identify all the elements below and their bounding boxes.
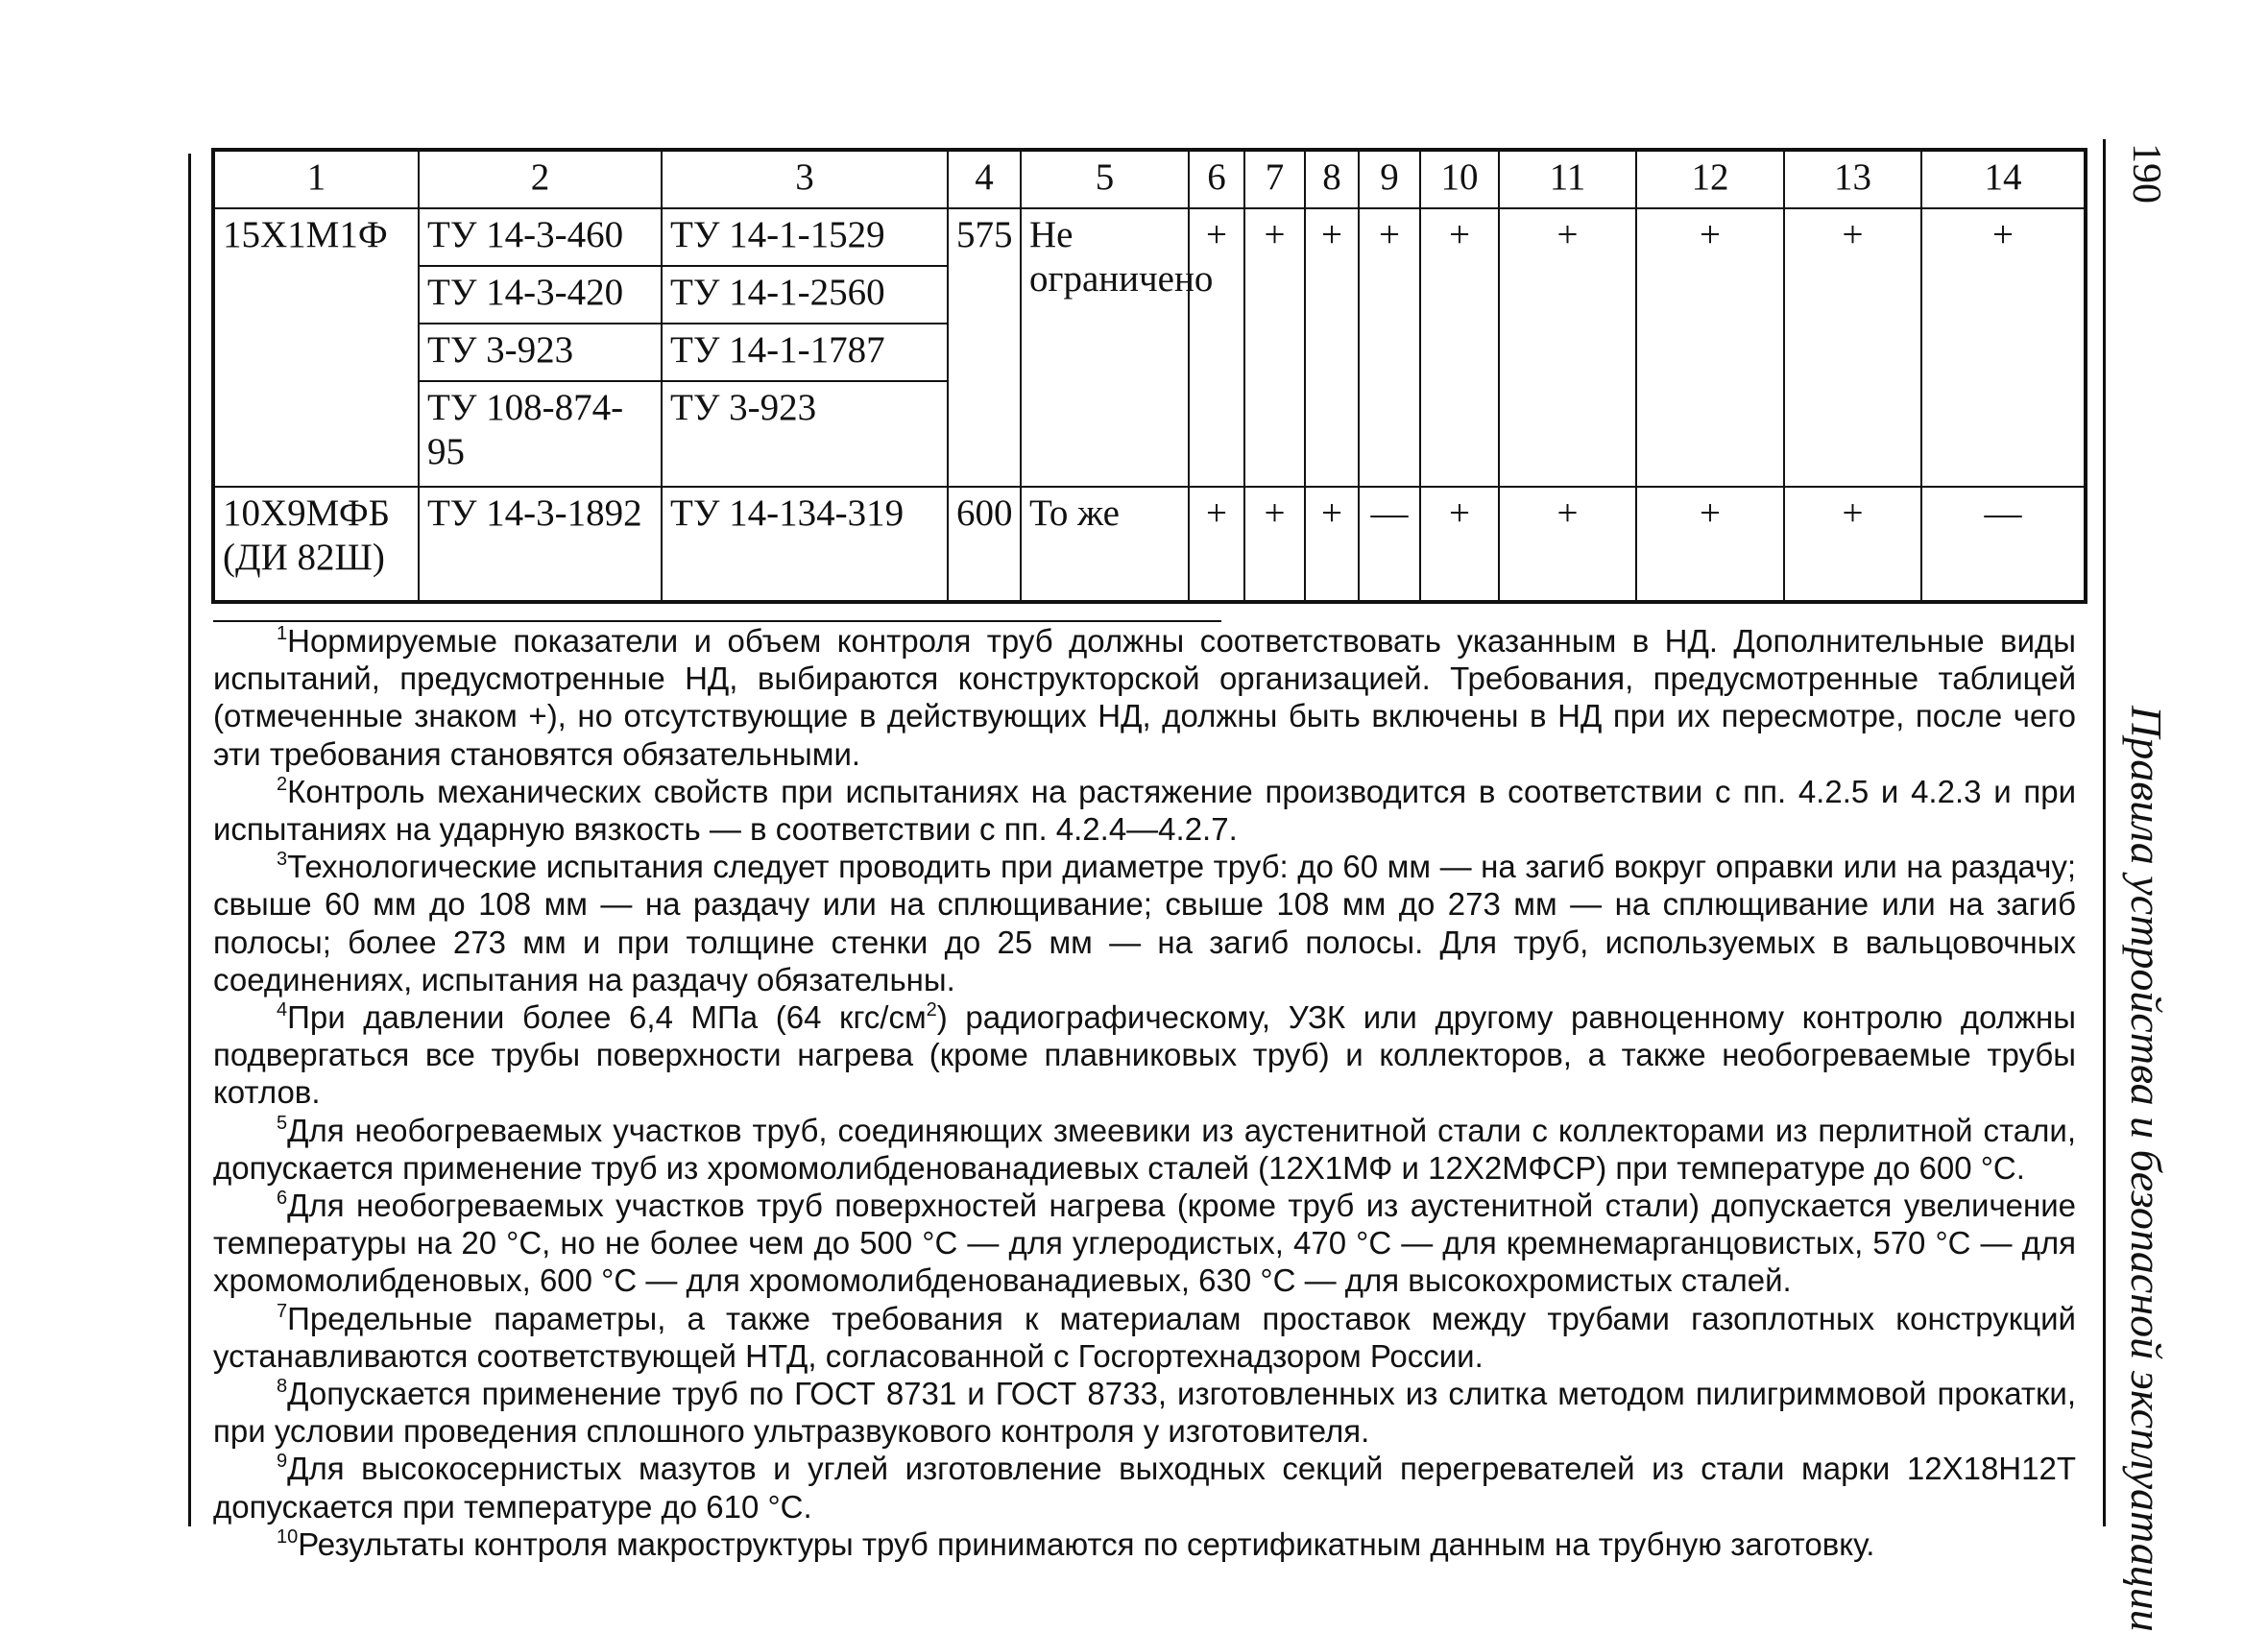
header-cell: 11 [1499, 150, 1636, 208]
check-cell: + [1244, 208, 1305, 487]
footnote-text: Контроль механических свойств при испытаниях на растяжение производится в соответствии с пп. 4.2.5 и 4.2.3 и при испытаниях на ударную вязкость — в соответствии с пп. 4.2.4—4.2.7. [213, 773, 2076, 848]
billet-spec-cell: ТУ 14-1-2560 [662, 266, 948, 324]
header-cell: 6 [1189, 150, 1244, 208]
footnote-marker: 8 [277, 1376, 288, 1398]
footnote-text: Для высокосернистых мазутов и углей изготовление выходных секций перегревателей из стали марки 12Х18Н12Т допускается при температуре до 610 °С. [213, 1451, 2076, 1525]
footnote-4 [213, 998, 2076, 1112]
running-title: Правила устройства и безопасной эксплуатации [2122, 706, 2171, 1632]
left-margin-rule [188, 154, 191, 1526]
check-cell: + [1420, 208, 1499, 487]
footnote-marker: 10 [277, 1525, 299, 1548]
footnote-marker: 2 [277, 773, 288, 795]
table-header-row [213, 150, 2086, 208]
footnote-text: Предельные параметры, а также требования к материалам проставок между трубами газоплотных конструкций устанавливаются соответствующей НТД, согласованной с Госгортехнадзором России. [213, 1300, 2076, 1374]
check-cell: + [1420, 487, 1499, 602]
footnote-3 [213, 848, 2076, 998]
header-cell: 1 [213, 150, 419, 208]
temperature-cell: 575 [948, 208, 1021, 487]
header-cell: 12 [1636, 150, 1784, 208]
check-cell: + [1189, 487, 1244, 602]
footnote-10 [213, 1525, 2076, 1563]
header-cell: 14 [1921, 150, 2086, 208]
page-number: 190 [2124, 142, 2168, 204]
footnote-text: Технологические испытания следует проводить при диаметре труб: до 60 мм — на загиб вокруг оправки или на раздачу; свыше 60 мм до 108 мм — на раздачу или на сплющивание; свыше 108 мм до 273 мм — на сплющивание или на загиб полосы; более 273 мм и при толщине стенки до 25 мм — на загиб полосы. Для труб, используемых в вальцовочных соединениях, испытания на раздачу обязательны. [213, 849, 2076, 997]
check-cell: + [1244, 487, 1305, 602]
pipe-spec-cell: ТУ 14-3-460 [419, 208, 662, 266]
check-cell: + [1636, 487, 1784, 602]
pipe-spec-cell: ТУ 14-3-1892 [419, 487, 662, 602]
check-cell: + [1921, 208, 2086, 487]
footnote-marker: 1 [277, 623, 288, 644]
header-cell: 3 [662, 150, 948, 208]
check-cell: + [1359, 208, 1420, 487]
check-cell: + [1189, 208, 1244, 487]
check-cell: + [1499, 487, 1636, 602]
superscript: 2 [926, 999, 937, 1021]
right-margin-rule [2103, 139, 2106, 1526]
pipe-spec-cell: ТУ 3-923 [419, 324, 662, 381]
footnote-1 [213, 622, 2076, 773]
billet-spec-cell: ТУ 14-1-1529 [662, 208, 948, 266]
footnote-2 [213, 773, 2076, 848]
footnote-text: Для необогреваемых участков труб поверхностей нагрева (кроме труб из аустенитной стали) допускается увеличение температуры на 20 °С, но не более чем до 500 °С — для углеродистых, 470 °С — для кремнемарганцовистых, 570 °С — для хромомолибденовых, 600 °С — для хромомолибденованадиевых, 630 °С — для высокохромистых сталей. [213, 1188, 2076, 1299]
footnote-7 [213, 1300, 2076, 1375]
footnote-marker: 7 [277, 1300, 288, 1322]
footnote-8 [213, 1375, 2076, 1450]
check-cell: + [1305, 487, 1359, 602]
footnote-marker: 3 [277, 849, 288, 871]
footnote-marker: 4 [277, 999, 288, 1021]
header-cell: 8 [1305, 150, 1359, 208]
header-cell: 4 [948, 150, 1021, 208]
footnote-text: При давлении более 6,4 МПа (64 кгс/см [287, 999, 927, 1036]
pipe-spec-cell: ТУ 108-874-95 [419, 381, 662, 487]
footnote-marker: 6 [277, 1188, 288, 1210]
footnote-5 [213, 1112, 2076, 1187]
footnote-9 [213, 1450, 2076, 1525]
header-cell: 7 [1244, 150, 1305, 208]
footnote-text: ) радиографическому, УЗК или другому равноценному контролю должны подвергаться все трубы поверхности нагрева (кроме плавниковых труб) и коллекторов, а также необогреваемые трубы котлов. [213, 999, 2076, 1111]
footnote-text: Результаты контроля макроструктуры труб принимаются по сертификатным данным на трубную заготовку. [298, 1525, 1875, 1562]
check-cell: + [1636, 208, 1784, 487]
header-cell: 13 [1784, 150, 1921, 208]
billet-spec-cell: ТУ 3-923 [662, 381, 948, 487]
steel-grade-cell: 15Х1М1Ф [213, 208, 419, 487]
check-cell: + [1784, 208, 1921, 487]
steel-grade-cell: 10Х9МФБ (ДИ 82Ш) [213, 487, 419, 602]
pipe-spec-cell: ТУ 14-3-420 [419, 266, 662, 324]
header-cell: 2 [419, 150, 662, 208]
table-row [213, 208, 2086, 266]
header-cell: 9 [1359, 150, 1420, 208]
check-cell: + [1499, 208, 1636, 487]
footnote-text: Допускается применение труб по ГОСТ 8731 и ГОСТ 8733, изготовленных из слитка методом пилигриммовой прокатки, при условии проведения сплошного ультразвукового контроля у изготовителя. [213, 1376, 2076, 1450]
resource-cell: То же [1021, 487, 1189, 602]
footnote-text: Нормируемые показатели и объем контроля труб должны соответствовать указанным в НД. Дополнительные виды испытаний, предусмотренные НД, выбираются конструкторской организацией. Требования, предусмотренные таблицей (отмеченные знаком +), но отсутствующие в действующих НД, должны быть включены в НД при их пересмотре, после чего эти требования становятся обязательными. [213, 623, 2076, 772]
billet-spec-cell: ТУ 14-134-319 [662, 487, 948, 602]
footnote-text: Для необогреваемых участков труб, соединяющих змеевики из аустенитной стали с коллекторами из перлитной стали, допускается применение труб из хромомолибденованадиевых сталей (12Х1МФ и 12Х2МФСР) при температуре до 600 °С. [213, 1112, 2076, 1186]
footnote-marker: 9 [277, 1451, 288, 1473]
header-cell: 10 [1420, 150, 1499, 208]
footnote-6 [213, 1187, 2076, 1300]
side-margin [2115, 139, 2177, 1632]
check-cell: + [1305, 208, 1359, 487]
billet-spec-cell: ТУ 14-1-1787 [662, 324, 948, 381]
check-cell: + [1784, 487, 1921, 602]
check-cell: — [1921, 487, 2086, 602]
pipe-specification-table [211, 148, 2087, 604]
check-cell: — [1359, 487, 1420, 602]
resource-cell: Не ограничено [1021, 208, 1189, 487]
table-row [213, 487, 2086, 602]
footnotes [213, 622, 2076, 1563]
footnote-marker: 5 [277, 1112, 288, 1134]
temperature-cell: 600 [948, 487, 1021, 602]
header-cell: 5 [1021, 150, 1189, 208]
